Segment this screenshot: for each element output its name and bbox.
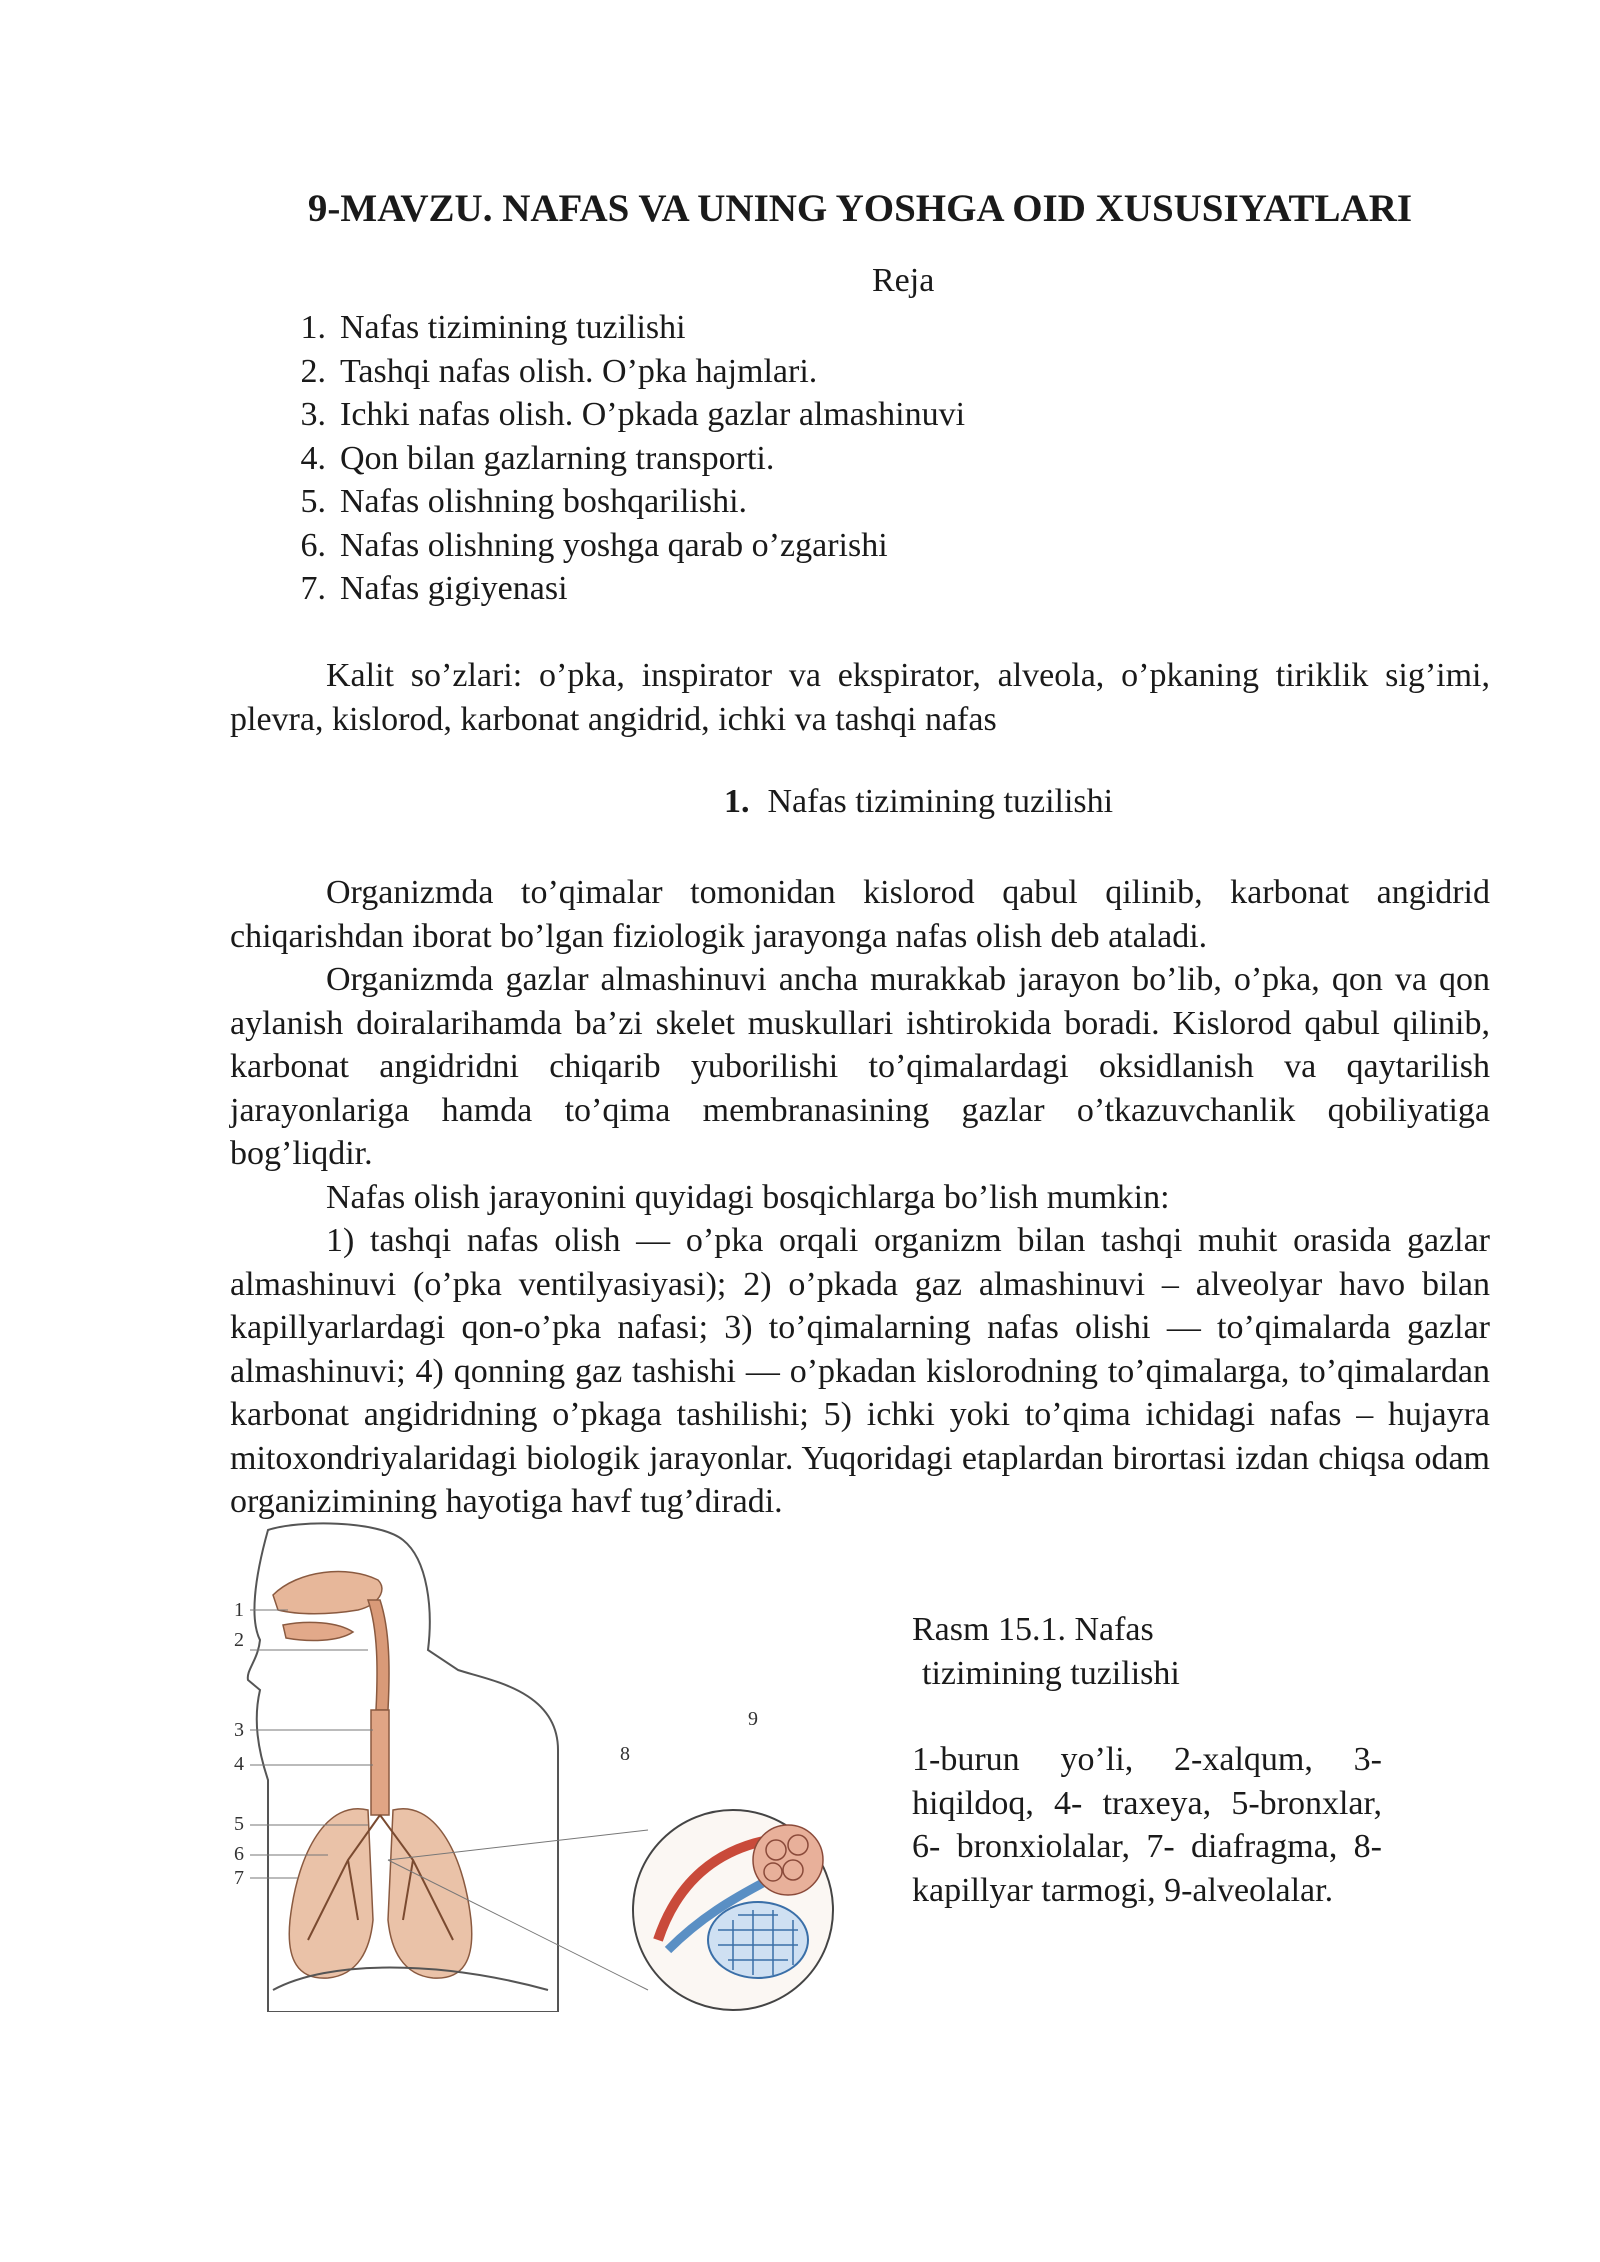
plan-list xyxy=(270,306,965,611)
caption-legend: 1-burun yo’li, 2-xalqum, 3-hiqildoq, 4- traxeya, 5-bronxlar, 6- bronxiolalar, 7- diafragma, 8-kapillyar tarmogi, 9-alveolalar. xyxy=(912,1741,1382,1909)
plan-item-text: Qon bilan gazlarning transporti. xyxy=(340,439,775,477)
plan-item xyxy=(270,393,965,437)
section-number: 1. xyxy=(724,783,750,820)
respiratory-system-illustration xyxy=(228,1520,878,2012)
figure-label: 4 xyxy=(234,1753,244,1775)
plan-item xyxy=(270,480,965,524)
plan-item-number: 7. xyxy=(300,570,326,607)
page-title: 9-MAVZU. NAFAS VA UNING YOSHGA OID XUSUSIYATLARI xyxy=(307,187,1413,230)
plan-item-text: Nafas olishning yoshga qarab o’zgarishi xyxy=(340,526,888,564)
keywords-text: Kalit so’zlari: o’pka, inspirator va ekspirator, alveola, o’pkaning tiriklik sig’imi, plevra, kislorod, karbonat angidrid, ichki va tashqi nafas xyxy=(230,657,1490,738)
plan-item xyxy=(270,306,965,350)
plan-item-number: 4. xyxy=(300,439,326,477)
figure-label: 1 xyxy=(234,1599,244,1621)
plan-item-text: Tashqi nafas olish. O’pka hajmlari. xyxy=(340,352,818,390)
plan-item-number: 3. xyxy=(300,396,326,433)
plan-item-text: Ichki nafas olish. O’pkada gazlar almashinuvi xyxy=(340,396,966,433)
plan-item-text: Nafas tizimining tuzilishi xyxy=(340,309,686,346)
plan-item-text: Nafas olishning boshqarilishi. xyxy=(340,483,748,520)
figure-label: 8 xyxy=(620,1743,630,1765)
caption-title-line2: tizimining tuzilishi xyxy=(922,1654,1180,1692)
plan-item-text: Nafas gigiyenasi xyxy=(340,570,568,607)
plan-item xyxy=(270,567,965,611)
section-title: Nafas tizimining tuzilishi xyxy=(767,783,1114,820)
paragraph: 1) tashqi nafas olish — o’pka orqali organizm bilan tashqi muhit orasida gazlar almashinuvi (o’pka ventilyasiyasi); 2) o’pkada gaz almashinuvi – alveolyar havo bilan kapillyarlardagi qon-o’pka nafasi; 3) to’qimalarning nafas olishi — to’qimalarda gazlar almashinuvi; 4) qonning gaz tashishi — o’pkadan kislorodning to’qimalarga, to’qimalardan karbonat angidridning o’pkaga tashilishi; 5) ichki yoki to’qima ichidagi nafas – hujayra mitoxondriyalaridagi biologik jarayonlar. Yuqoridagi etaplardan birortasi izdan chiqsa odam organizimining hayotiga havf tug’diradi. xyxy=(230,1222,1490,1520)
plan-item xyxy=(270,524,965,568)
figure-label: 5 xyxy=(234,1813,244,1835)
figure-label: 6 xyxy=(234,1843,244,1865)
plan-heading: Reja xyxy=(872,262,935,299)
plan-item-number: 5. xyxy=(300,483,326,520)
section-heading xyxy=(724,783,1113,821)
figure-label: 2 xyxy=(234,1629,244,1651)
plan-item xyxy=(270,437,965,481)
caption-title-line1: Rasm 15.1. Nafas xyxy=(912,1611,1154,1648)
figure-label: 7 xyxy=(234,1867,244,1889)
keywords-block xyxy=(230,654,1490,741)
paragraph: Organizmda to’qimalar tomonidan kislorod qabul qilinib, karbonat angidrid chiqarishdan iborat bo’lgan fiziologik jarayonga nafas olish deb ataladi. xyxy=(230,874,1490,955)
figure-caption xyxy=(912,1608,1382,1912)
paragraph: Organizmda gazlar almashinuvi ancha murakkab jarayon bo’lib, o’pka, qon va qon aylanish doiralarihamda ba’zi skelet muskullari ishtirokida boradi. Kislorod qabul qilinib, karbonat angidridni chiqarib yuborilishi to’qimalardagi oksidlanish va qaytarilish jarayonlariga hamda to’qima membranasining gazlar o’tkazuvchanlik qobiliyatiga bog’liqdir. xyxy=(230,961,1490,1172)
plan-item-number: 1. xyxy=(300,309,326,346)
figure-label: 9 xyxy=(748,1708,758,1730)
plan-item-number: 2. xyxy=(300,352,326,390)
body-text xyxy=(230,871,1490,1524)
paragraph: Nafas olish jarayonini quyidagi bosqichlarga bo’lish mumkin: xyxy=(326,1178,1170,1216)
plan-item-number: 6. xyxy=(300,526,326,564)
figure-label: 3 xyxy=(234,1719,244,1741)
plan-item xyxy=(270,350,965,394)
